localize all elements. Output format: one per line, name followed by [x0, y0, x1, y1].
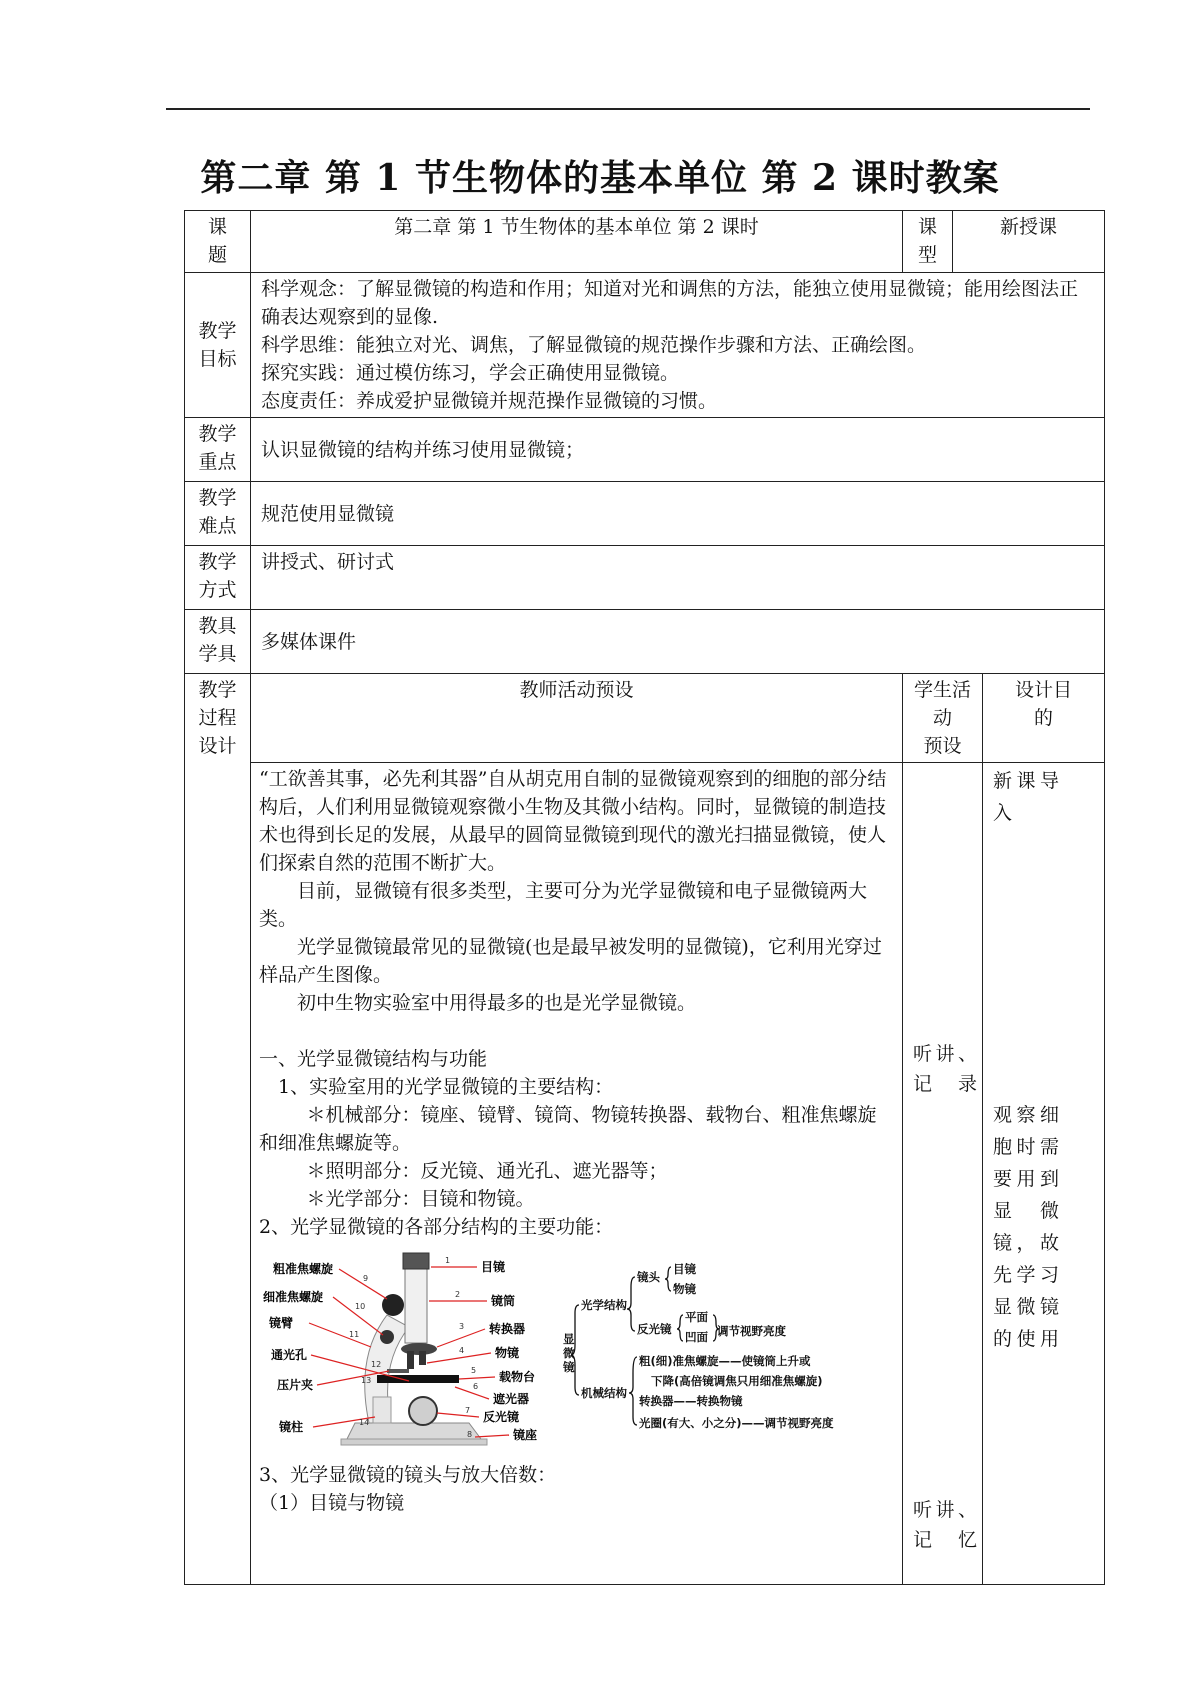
row-process-header	[185, 674, 1105, 763]
objective-shape	[407, 1351, 414, 1369]
row-topic	[185, 211, 1105, 273]
intro-paragraph: 目前，显微镜有很多类型，主要可分为光学显微镜和电子显微镜两大类。	[259, 880, 868, 930]
label-fine-focus: 细准焦螺旋	[263, 1290, 324, 1304]
row-tools	[185, 610, 1105, 674]
num-7: 7	[465, 1406, 471, 1415]
num-14: 14	[359, 1418, 370, 1427]
num-10: 10	[355, 1302, 366, 1311]
clip-shape	[387, 1369, 409, 1373]
label-eyepiece: 目镜	[481, 1260, 506, 1274]
row-difficulties	[185, 482, 1105, 546]
tree-optical: 光学结构	[581, 1298, 627, 1312]
label-tube: 镜筒	[491, 1294, 516, 1308]
microscope-illustration	[259, 1247, 559, 1455]
topic-value: 第二章 第 1 节生物体的基本单位 第 2 课时	[251, 211, 903, 273]
key-points-value: 认识显微镜的结构并练习使用显微镜；	[251, 418, 1105, 482]
num-13: 13	[361, 1376, 372, 1385]
intro-paragraph: “工欲善其事，必先利其器”自从胡克用自制的显微镜观察到的细胞的部分结构后，人们利用显微镜观察微小生物及其微小结构。同时，显微镜的制造技术也得到长足的发展，从最早的圆筒显微镜到现代的激光扫描显微镜，使人们探索自然的范围不断扩大。	[259, 768, 887, 874]
lesson-plan-table	[184, 210, 1105, 1585]
row-process-body	[185, 763, 1105, 1585]
goal-line: 科学观念：了解显微镜的构造和作用；知道对光和调焦的方法，能独立使用显微镜；能用绘图法正确表达观察到的显像.	[261, 278, 1079, 328]
label-clip: 压片夹	[277, 1378, 314, 1392]
header-rule	[166, 108, 1090, 110]
label-difficulties: 教学 难点	[185, 482, 251, 546]
label-process: 教学 过程 设计	[185, 674, 251, 1585]
list-item: ＊光学部分：目镜和物镜。	[306, 1188, 535, 1210]
method-value: 讲授式、研讨式	[251, 546, 1105, 610]
list-item: ＊照明部分：反光镜、通光孔、遮光器等；	[306, 1160, 668, 1182]
row-method	[185, 546, 1105, 610]
tree-mechanical: 机械结构	[581, 1386, 627, 1400]
label-topic: 课 题	[185, 211, 251, 273]
teacher-activity	[251, 763, 903, 1585]
row-key-points	[185, 418, 1105, 482]
col-teacher-header: 教师活动预设	[251, 674, 903, 763]
label-converter: 转换器	[489, 1322, 526, 1336]
row-goals	[185, 273, 1105, 418]
tools-value: 多媒体课件	[251, 610, 1105, 674]
tree-root-char: 显	[563, 1332, 575, 1346]
document-title: 第二章 第 1 节生物体的基本单位 第 2 课时教案	[200, 157, 1000, 199]
section-heading: 一、光学显微镜结构与功能	[259, 1048, 488, 1070]
pillar-shape	[373, 1397, 391, 1423]
tree-focus-1: 粗(细)准焦螺旋——使镜筒上升或	[639, 1354, 811, 1368]
structure-tree-diagram	[561, 1247, 857, 1455]
purpose-note: 观察细胞时需要用到显微镜，故先学习显微镜的使用	[993, 1104, 1059, 1350]
type-value: 新授课	[953, 211, 1105, 273]
intro-paragraph: 光学显微镜最常见的显微镜(也是最早被发明的显微镜)，它利用光穿过样品产生图像。	[259, 936, 882, 986]
tree-root-char: 镜	[563, 1360, 575, 1374]
label-coarse-focus: 粗准焦螺旋	[273, 1262, 334, 1276]
num-6: 6	[473, 1382, 479, 1391]
tube-shape	[405, 1267, 427, 1343]
tree-root-char: 微	[563, 1346, 575, 1360]
num-4: 4	[459, 1346, 465, 1355]
num-5: 5	[471, 1366, 477, 1375]
list-item: 3、光学显微镜的镜头与放大倍数：	[259, 1464, 557, 1486]
label-key-points: 教学 重点	[185, 418, 251, 482]
intro-paragraph: 初中生物实验室中用得最多的也是光学显微镜。	[297, 992, 697, 1014]
tree-aperture: 光圈(有大、小之分)——调节视野亮度	[639, 1416, 834, 1430]
label-stage: 载物台	[499, 1370, 536, 1384]
student-note: 听讲、记录	[913, 1043, 977, 1095]
label-tools: 教具 学具	[185, 610, 251, 674]
tree-mirror: 反光镜	[637, 1322, 672, 1336]
num-12: 12	[371, 1360, 382, 1369]
tree-mirror-function: 调节视野亮度	[717, 1324, 786, 1338]
list-item: 2、光学显微镜的各部分结构的主要功能：	[259, 1216, 614, 1238]
mirror-shape	[409, 1397, 437, 1425]
tree-eyepiece: 目镜	[673, 1262, 696, 1276]
student-note: 听讲、记忆	[913, 1499, 977, 1551]
tree-lens: 镜头	[637, 1270, 660, 1284]
col-student-header: 学生活动 预设	[903, 674, 983, 763]
fine-knob	[380, 1330, 394, 1344]
design-purpose	[983, 763, 1105, 1585]
objective-shape	[419, 1351, 426, 1365]
spacer	[259, 1017, 894, 1045]
tree-converter: 转换器——转换物镜	[639, 1394, 743, 1408]
label-method: 教学 方式	[185, 546, 251, 610]
label-mirror: 反光镜	[483, 1410, 520, 1424]
num-2: 2	[455, 1290, 461, 1299]
tree-plane: 平面	[685, 1310, 708, 1324]
goal-line: 态度责任：养成爱护显微镜并规范操作显微镜的习惯。	[261, 390, 718, 412]
list-item: （1）目镜与物镜	[259, 1492, 405, 1514]
tree-concave: 凹面	[685, 1330, 708, 1344]
label-aperture: 通光孔	[271, 1348, 308, 1362]
microscope-figure	[259, 1247, 894, 1455]
goals-content	[251, 273, 1105, 418]
label-base: 镜座	[513, 1428, 538, 1442]
eyepiece-shape	[403, 1253, 429, 1269]
base-foot	[341, 1439, 487, 1445]
num-9: 9	[363, 1274, 369, 1283]
num-8: 8	[467, 1430, 473, 1439]
tree-objective: 物镜	[673, 1282, 696, 1296]
label-objective: 物镜	[495, 1346, 520, 1360]
list-item: ＊机械部分：镜座、镜臂、镜筒、物镜转换器、载物台、粗准焦螺旋和细准焦螺旋等。	[259, 1104, 877, 1154]
goal-line: 科学思维：能独立对光、调焦，了解显微镜的规范操作步骤和方法、正确绘图。	[261, 334, 927, 356]
difficulties-value: 规范使用显微镜	[251, 482, 1105, 546]
label-diaphragm: 遮光器	[493, 1392, 530, 1406]
list-item: 1、实验室用的光学显微镜的主要结构：	[278, 1076, 614, 1098]
label-arm: 镜臂	[269, 1316, 294, 1330]
label-type: 课 型	[903, 211, 953, 273]
num-11: 11	[349, 1330, 360, 1339]
tree-focus-2: 下降(高倍镜调焦只用细准焦螺旋)	[651, 1374, 823, 1388]
label-goals: 教学 目标	[185, 273, 251, 418]
student-activity	[903, 763, 983, 1585]
goal-line: 探究实践：通过模仿练习，学会正确使用显微镜。	[261, 362, 680, 384]
purpose-note: 新课导入	[993, 770, 1059, 824]
num-1: 1	[445, 1256, 451, 1265]
col-purpose-header: 设计目 的	[983, 674, 1105, 763]
num-3: 3	[459, 1322, 465, 1331]
label-pillar: 镜柱	[279, 1420, 304, 1434]
